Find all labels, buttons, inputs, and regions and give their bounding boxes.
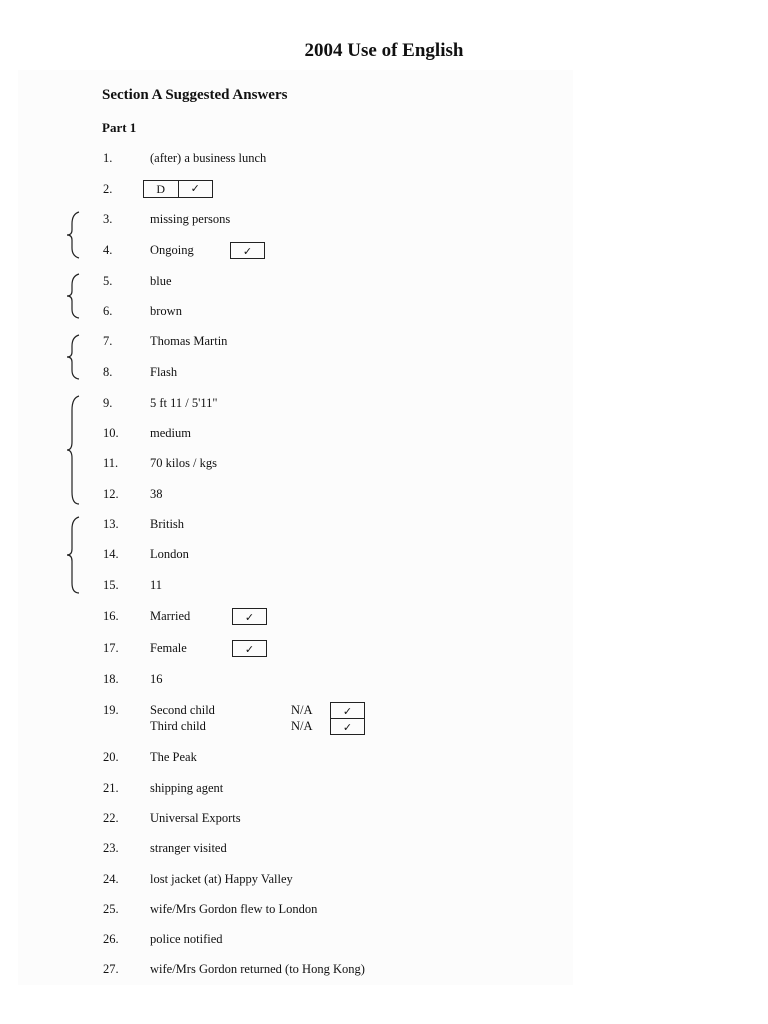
answer-text: medium — [150, 426, 191, 440]
question-number: 20. — [103, 750, 119, 764]
question-number: 13. — [103, 517, 119, 531]
question-number: 15. — [103, 578, 119, 592]
answer-text: blue — [150, 274, 172, 288]
question-number: 8. — [103, 365, 113, 379]
answer-text: shipping agent — [150, 781, 224, 795]
question-number: 7. — [103, 334, 113, 348]
tick-icon: ✓ — [330, 702, 365, 719]
question-number: 22. — [103, 811, 119, 825]
na-label: N/A — [291, 719, 313, 733]
answer-text: police notified — [150, 932, 223, 946]
question-number: 6. — [103, 304, 113, 318]
tick-icon: ✓ — [232, 640, 267, 657]
question-number: 24. — [103, 872, 119, 886]
page-title: 2004 Use of English — [304, 40, 464, 61]
question-number: 4. — [103, 243, 113, 257]
answer-text: missing persons — [150, 212, 231, 226]
brace-5-6 — [66, 272, 82, 320]
answer-text: wife/Mrs Gordon flew to London — [150, 902, 318, 916]
answer-text: Thomas Martin — [150, 334, 228, 348]
na-label: N/A — [291, 703, 313, 717]
question-number: 12. — [103, 487, 119, 501]
answer-text: London — [150, 547, 189, 561]
answer-text: stranger visited — [150, 841, 227, 855]
answer-text-second-line: Third child — [150, 719, 206, 733]
answer-text: 5 ft 11 / 5'11" — [150, 396, 218, 410]
answer-text: Married — [150, 609, 191, 623]
question-number: 18. — [103, 672, 119, 686]
question-number: 3. — [103, 212, 113, 226]
brace-13-15 — [66, 515, 82, 595]
question-number: 14. — [103, 547, 119, 561]
brace-7-8 — [66, 333, 82, 381]
tick-icon: ✓ — [330, 718, 365, 735]
question-number: 23. — [103, 841, 119, 855]
answer-box-d-tick — [143, 180, 213, 198]
section-heading: Section A Suggested Answers — [102, 87, 288, 103]
question-number: 11. — [103, 456, 119, 470]
question-number: 27. — [103, 962, 119, 976]
answer-text: Flash — [150, 365, 178, 379]
answer-text: wife/Mrs Gordon returned (to Hong Kong) — [150, 962, 365, 976]
answer-text: 16 — [150, 672, 163, 686]
tick-icon: ✓ — [232, 608, 267, 625]
tick-icon: ✓ — [178, 181, 213, 197]
question-number: 5. — [103, 274, 113, 288]
answer-text: British — [150, 517, 185, 531]
answer-text: The Peak — [150, 750, 197, 764]
question-number: 19. — [103, 703, 119, 717]
brace-3-4 — [66, 210, 82, 260]
answer-text: Ongoing — [150, 243, 194, 257]
answer-text: Female — [150, 641, 187, 655]
question-number: 16. — [103, 609, 119, 623]
part-heading: Part 1 — [102, 120, 137, 135]
answer-text: lost jacket (at) Happy Valley — [150, 872, 293, 886]
question-number: 26. — [103, 932, 119, 946]
answer-text: Second child — [150, 703, 215, 717]
question-number: 10. — [103, 426, 119, 440]
scanned-sheet — [18, 70, 573, 985]
question-number: 2. — [103, 182, 113, 196]
answer-text: Universal Exports — [150, 811, 241, 825]
answer-text: 11 — [150, 578, 163, 592]
question-number: 9. — [103, 396, 113, 410]
question-number: 1. — [103, 151, 113, 165]
brace-9-12 — [66, 394, 82, 506]
answer-text: 38 — [150, 487, 163, 501]
question-number: 21. — [103, 781, 119, 795]
answer-text: brown — [150, 304, 182, 318]
answer-text: 70 kilos / kgs — [150, 456, 218, 470]
answer-text: (after) a business lunch — [150, 151, 267, 165]
question-number: 25. — [103, 902, 119, 916]
tick-icon: ✓ — [230, 242, 265, 259]
question-number: 17. — [103, 641, 119, 655]
answer-letter: D — [156, 182, 166, 196]
